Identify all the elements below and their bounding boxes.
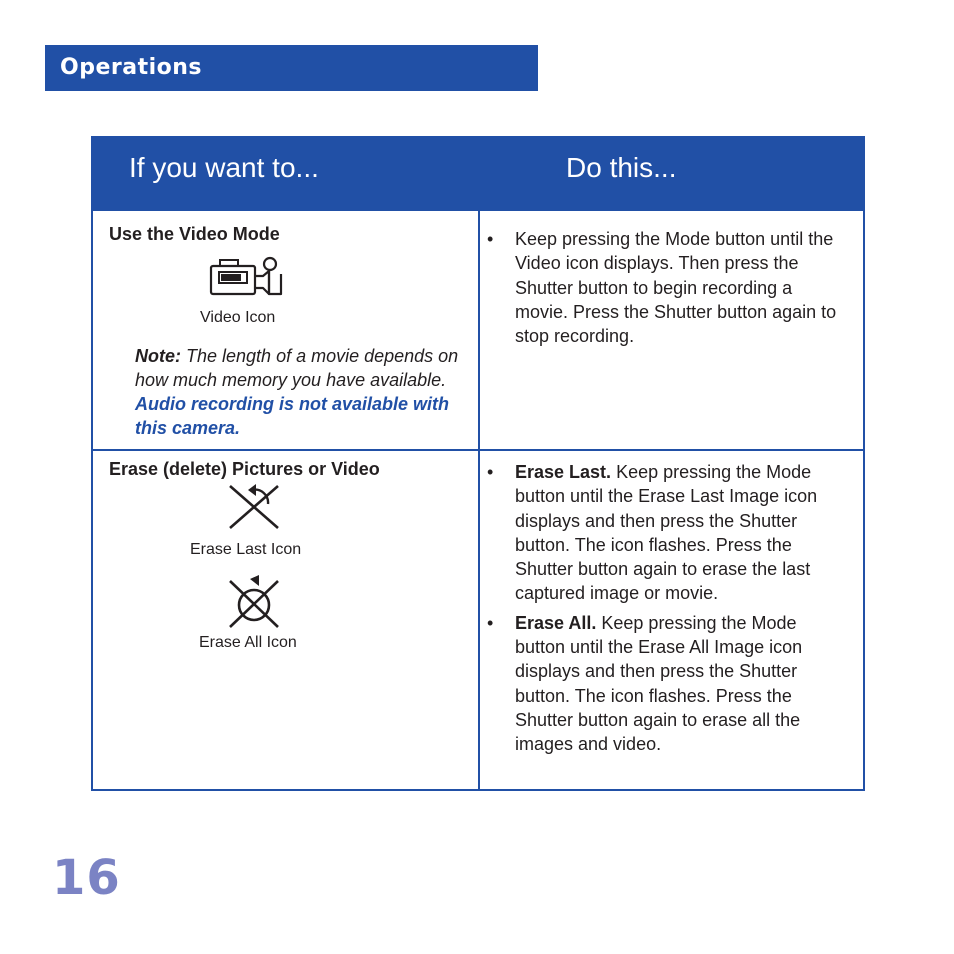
- erase-last-icon: [226, 482, 282, 530]
- bullet-dot: •: [487, 462, 494, 482]
- video-camera-icon: [207, 254, 287, 298]
- erase-instructions: [487, 460, 847, 757]
- row-title-erase: Erase (delete) Pictures or Video: [109, 459, 380, 479]
- operations-table: [91, 136, 865, 791]
- instruction-label: Erase All.: [515, 612, 597, 633]
- note-emphasis: Audio recording is not available with this camera.: [135, 394, 450, 438]
- instruction-label: Erase Last.: [515, 462, 612, 482]
- column-header-if-you-want: If you want to...: [93, 138, 478, 211]
- instruction-text: Keep pressing the Mode button until the Erase All Image icon displays and then press the Shutter button. The icon flashes. Press the Shutter button again to erase all the images and video.: [515, 612, 803, 755]
- bullet-dot: •: [487, 612, 494, 633]
- row-divider: [93, 449, 863, 451]
- column-divider: [478, 138, 480, 789]
- bullet-dot: •: [487, 229, 494, 249]
- row-title-video-mode: Use the Video Mode: [109, 224, 280, 244]
- instruction-text: Keep pressing the Mode button until the Erase Last Image icon displays and then press the Shutter button. The icon flashes. Press the Shutter button again to erase the last captured image or movie.: [515, 462, 818, 604]
- list-item: [487, 227, 847, 348]
- section-title: Operations: [60, 55, 202, 80]
- icon-caption-erase-all: Erase All Icon: [199, 634, 297, 651]
- section-banner: [45, 45, 538, 91]
- note-text: The length of a movie depends on how much memory you have available.: [135, 346, 459, 390]
- column-header-do-this: Do this...: [480, 138, 865, 211]
- list-item: [487, 460, 847, 606]
- icon-caption-erase-last: Erase Last Icon: [190, 541, 302, 558]
- note-label: Note:: [135, 346, 181, 366]
- icon-caption-video: Video Icon: [200, 309, 276, 326]
- video-mode-instructions: [487, 227, 847, 348]
- video-note: [135, 344, 465, 440]
- erase-all-icon: [226, 575, 282, 629]
- page-number: 16: [52, 850, 121, 906]
- list-item: [487, 611, 847, 757]
- instruction-text: Keep pressing the Mode button until the Video icon displays. Then press the Shutter button to begin recording a movie. Press the Shutter button again to stop recording.: [515, 229, 837, 347]
